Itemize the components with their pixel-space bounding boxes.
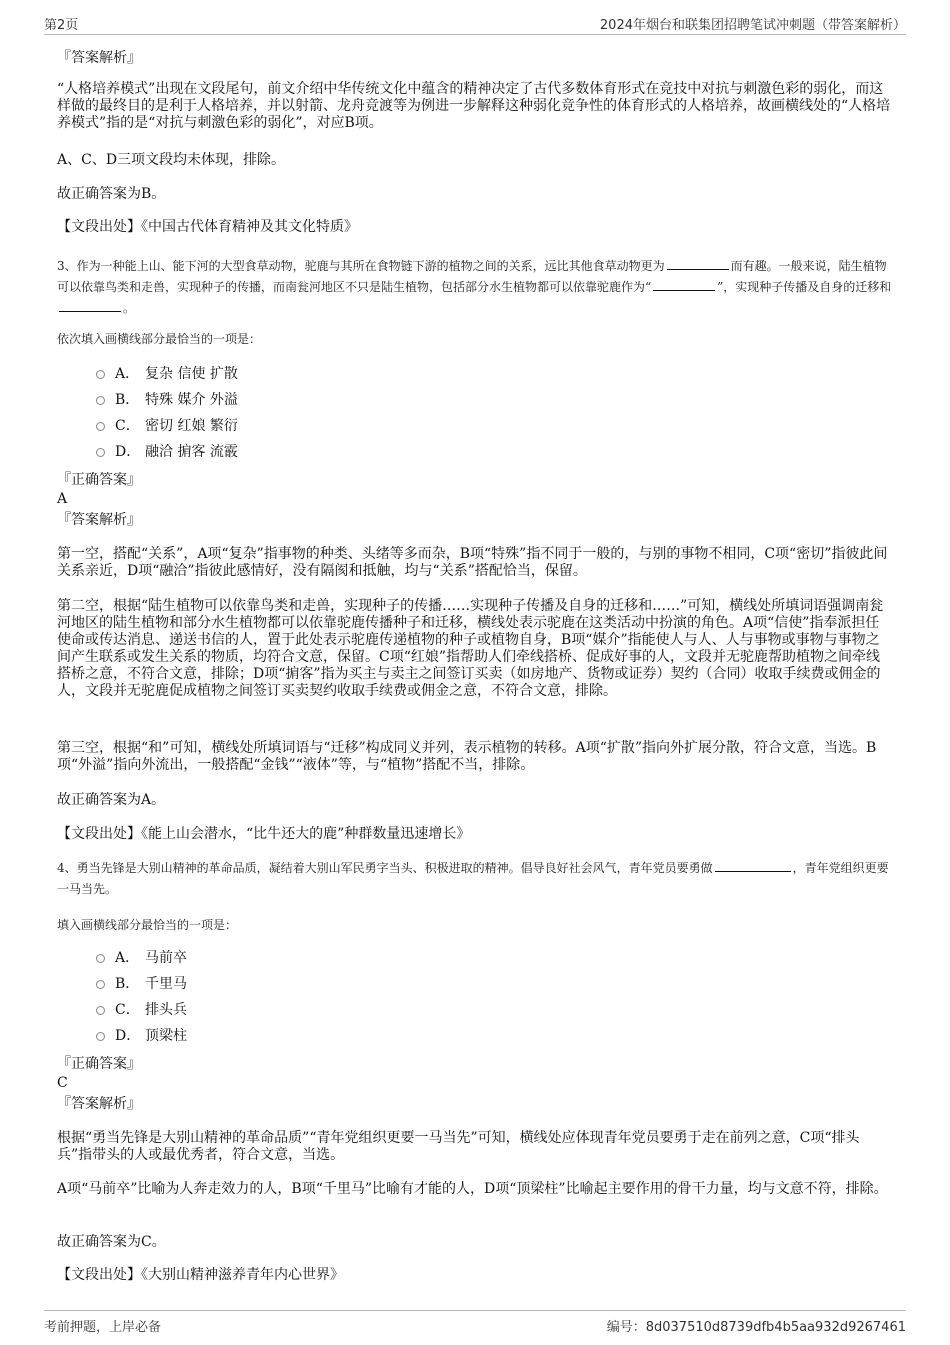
q3-conclusion: 故正确答案为A。 bbox=[57, 792, 166, 808]
q2-analysis-p2: A、C、D三项文段均未体现，排除。 bbox=[57, 152, 286, 168]
radio-circle-icon[interactable] bbox=[96, 370, 105, 379]
q3-stem-part-c: ”，实现种子传播及自身的迁移和 bbox=[717, 280, 892, 294]
radio-circle-icon[interactable] bbox=[96, 1006, 105, 1015]
q3-option-b[interactable] bbox=[96, 392, 238, 409]
radio-circle-icon[interactable] bbox=[96, 980, 105, 989]
option-letter: C． bbox=[115, 418, 140, 434]
option-letter: A． bbox=[115, 950, 140, 966]
answer-blank bbox=[653, 278, 715, 291]
q4-stem bbox=[57, 858, 897, 900]
document-code: 编号：8d037510d8739dfb4b5aa932d9267461 bbox=[606, 1320, 906, 1335]
page-header bbox=[44, 12, 906, 35]
q3-option-d[interactable] bbox=[96, 444, 238, 461]
option-text: 融洽 掮客 流霰 bbox=[145, 444, 238, 460]
q3-instruction: 依次填入画横线部分最恰当的一项是： bbox=[57, 332, 262, 346]
page-number: 第2页 bbox=[44, 18, 79, 33]
q4-option-b[interactable] bbox=[96, 976, 187, 993]
option-letter: A． bbox=[115, 366, 140, 382]
option-text: 复杂 信使 扩散 bbox=[145, 366, 238, 382]
q2-source: 【文段出处】《中国古代体育精神及其文化特质》 bbox=[57, 219, 358, 235]
q3-source: 【文段出处】《能上山会潜水，“比牛还大的鹿”种群数量迅速增长》 bbox=[57, 826, 471, 842]
q4-option-d[interactable] bbox=[96, 1028, 187, 1045]
q3-stem bbox=[57, 256, 897, 319]
answer-blank bbox=[667, 257, 729, 270]
q3-stem-part-a: 3、作为一种能上山、能下河的大型食草动物，驼鹿与其所在食物链下游的植物之间的关系，远比其他食草动物更为 bbox=[57, 259, 665, 273]
q4-correct-answer: C bbox=[57, 1075, 68, 1091]
q3-option-c[interactable] bbox=[96, 418, 238, 435]
option-letter: C． bbox=[115, 1002, 140, 1018]
option-text: 排头兵 bbox=[145, 1002, 187, 1018]
q4-source: 【文段出处】《大别山精神滋养青年内心世界》 bbox=[57, 1267, 344, 1283]
answer-blank bbox=[59, 299, 121, 312]
q3-analysis-label: 『答案解析』 bbox=[57, 512, 141, 528]
document-title: 2024年烟台和联集团招聘笔试冲刺题（带答案解析） bbox=[599, 18, 906, 33]
q3-correct-label: 『正确答案』 bbox=[57, 472, 141, 488]
q3-analysis-p3: 第三空，根据“和”可知，横线处所填词语与“迁移”构成同义并列，表示植物的转移。A项“扩散”指向外扩展分散，符合文意，当选。B项“外溢”指向外流出，一般搭配“金钱”“液体”等，与“植物”搭配不当，排除。 bbox=[57, 740, 877, 773]
footer-slogan: 考前押题，上岸必备 bbox=[44, 1320, 162, 1335]
option-letter: D． bbox=[115, 1028, 141, 1044]
option-text: 顶梁柱 bbox=[145, 1028, 187, 1044]
q3-option-a[interactable] bbox=[96, 366, 238, 383]
q4-stem-part-b: ，青年党组织更要一马当先。 bbox=[57, 861, 889, 896]
q2-analysis-label: 『答案解析』 bbox=[57, 50, 141, 66]
option-text: 特殊 媒介 外溢 bbox=[145, 392, 238, 408]
q4-option-a[interactable] bbox=[96, 950, 187, 967]
q3-analysis-p2: 第二空，根据“陆生植物可以依靠鸟类和走兽，实现种子的传播……实现种子传播及自身的迁移和……”可知，横线处所填词语强调南瓮河地区的陆生植物和部分水生植物都可以依靠驼鹿传播种子和迁移，横线处表示驼鹿在这类活动中扮演的角色。A项“信使”指奉派担任使命或传达消息、递送书信的人，置于此处表示驼鹿传递植物的种子或植物自身，B项“媒介”指能使人与人、人与事物或事物与事物之间产生联系或发生关系的物质，均符合文意，保留。C项“红娘”指帮助人们牵线搭桥、促成好事的人，文段并无驼鹿帮助植物之间牵线搭桥之意，不符合文意，排除；D项“掮客”指为买主与卖主之间签订买卖（如房地产、货物或证券）契约（合同）收取手续费或佣金的人，文段并无驼鹿促成植物之间签订买卖契约收取手续费或佣金之意，不符合文意，排除。 bbox=[57, 598, 884, 699]
q4-analysis-p2: A项“马前卒”比喻为人奔走效力的人，B项“千里马”比喻有才能的人，D项“顶梁柱”比喻起主要作用的骨干力量，均与文意不符，排除。 bbox=[57, 1181, 888, 1197]
q4-correct-label: 『正确答案』 bbox=[57, 1056, 141, 1072]
radio-circle-icon[interactable] bbox=[96, 1032, 105, 1041]
q3-analysis-p1: 第一空，搭配“关系”，A项“复杂”指事物的种类、头绪等多而杂，B项“特殊”指不同于一般的，与别的事物不相同，C项“密切”指彼此间关系亲近，D项“融洽”指彼此感情好，没有隔阂和抵触，均与“关系”搭配恰当，保留。 bbox=[57, 546, 888, 579]
q3-correct-answer: A bbox=[57, 491, 68, 507]
option-letter: D． bbox=[115, 444, 141, 460]
q4-instruction: 填入画横线部分最恰当的一项是： bbox=[57, 918, 238, 932]
q2-conclusion: 故正确答案为B。 bbox=[57, 186, 166, 202]
option-letter: B． bbox=[115, 976, 140, 992]
option-text: 密切 红娘 繁衍 bbox=[145, 418, 238, 434]
option-text: 千里马 bbox=[145, 976, 187, 992]
radio-circle-icon[interactable] bbox=[96, 422, 105, 431]
q4-analysis-label: 『答案解析』 bbox=[57, 1096, 141, 1112]
q4-stem-part-a: 4、勇当先锋是大别山精神的革命品质，凝结着大别山军民勇字当头、积极进取的精神。倡导良好社会风气，青年党员要勇做 bbox=[57, 861, 713, 875]
option-text: 马前卒 bbox=[145, 950, 187, 966]
q4-option-c[interactable] bbox=[96, 1002, 187, 1019]
q4-analysis-p1: 根据“勇当先锋是大别山精神的革命品质”“青年党组织更要一马当先”可知，横线处应体现青年党员要勇于走在前列之意，C项“排头兵”指带头的人或最优秀者，符合文意，当选。 bbox=[57, 1130, 860, 1163]
q3-stem-part-d: 。 bbox=[123, 301, 136, 315]
radio-circle-icon[interactable] bbox=[96, 448, 105, 457]
q2-analysis-p1: “人格培养模式”出现在文段尾句，前文介绍中华传统文化中蕴含的精神决定了古代多数体育形式在竞技中对抗与刺激色彩的弱化，而这样做的最终目的是利于人格培养，并以射箭、龙舟竞渡等为例进一步解释这种弱化竞争性的体育形式的人格培养，故画横线处的“人格培养模式”指的是“对抗与刺激色彩的弱化”，对应B项。 bbox=[57, 81, 891, 131]
radio-circle-icon[interactable] bbox=[96, 396, 105, 405]
q3-stem-part-b: 而有趣。一般来说，陆生植物可以依靠鸟类和走兽，实现种子的传播，而南瓮河地区不只是陆生植物，包括部分水生植物都可以依靠驼鹿作为“ bbox=[57, 259, 887, 294]
option-letter: B． bbox=[115, 392, 140, 408]
q4-conclusion: 故正确答案为C。 bbox=[57, 1234, 166, 1250]
radio-circle-icon[interactable] bbox=[96, 954, 105, 963]
answer-blank bbox=[715, 859, 791, 872]
page-footer bbox=[44, 1310, 906, 1335]
